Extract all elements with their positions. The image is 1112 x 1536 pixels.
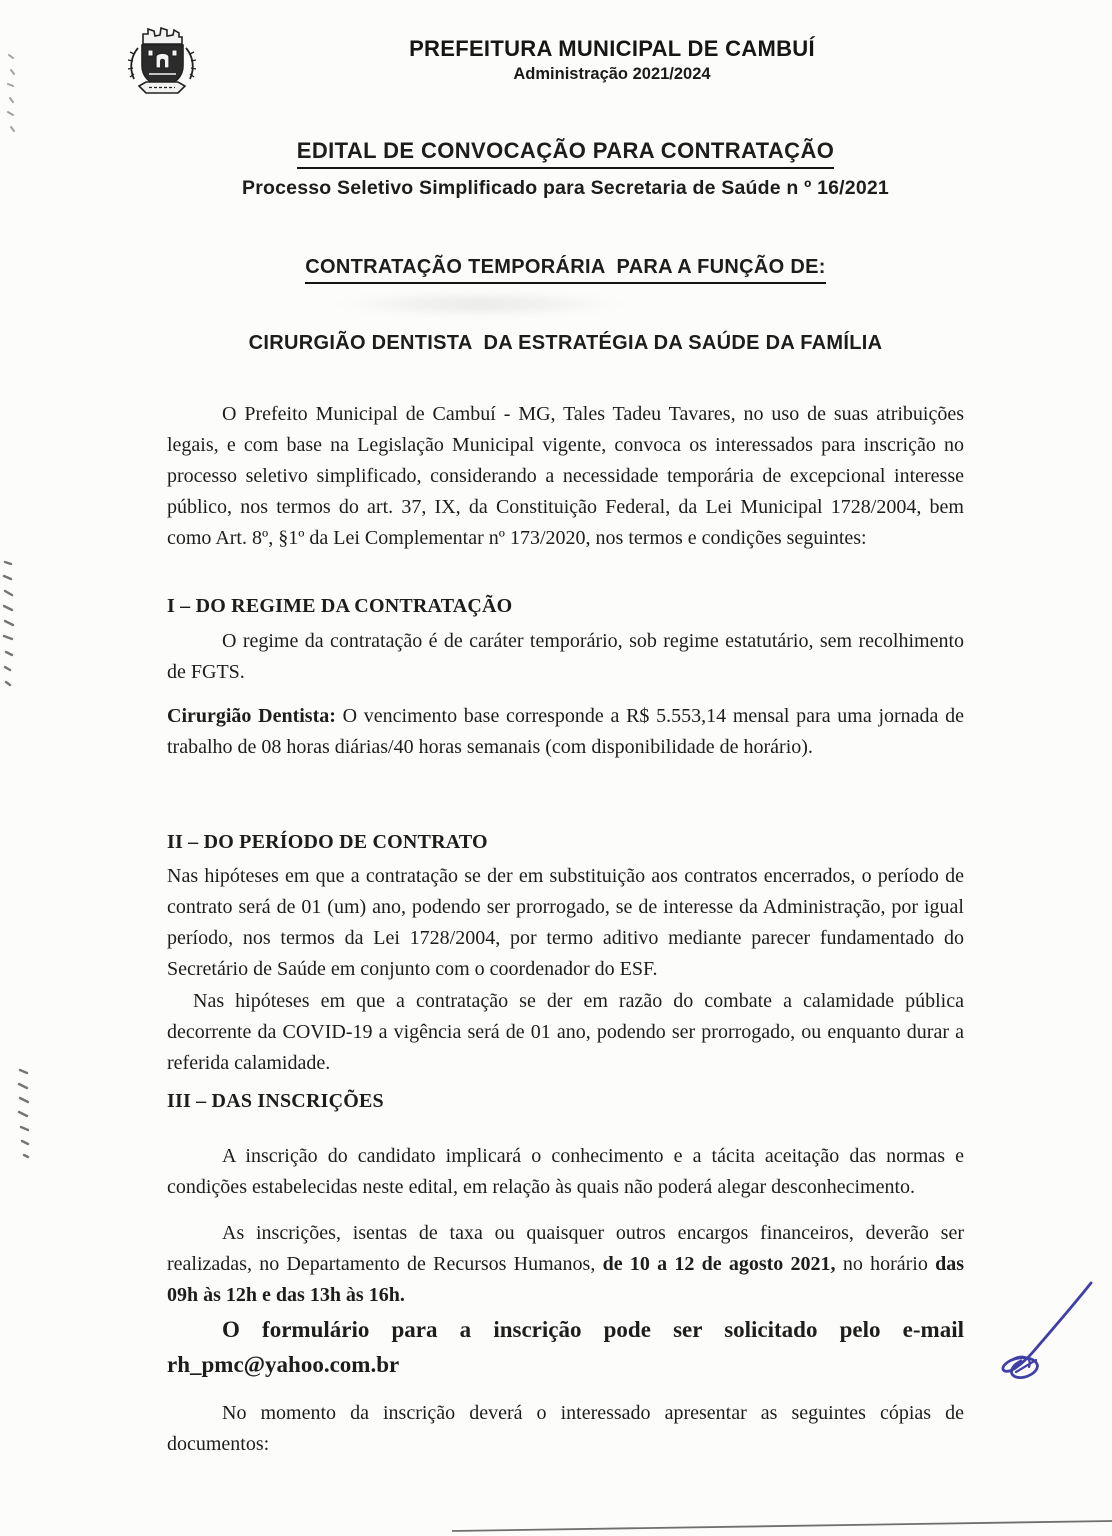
signature-stroke-icon <box>1003 1283 1091 1378</box>
processo-subtitle <box>167 177 964 200</box>
salary-paragraph: Cirurgião Dentista: O vencimento base corresponde a R$ 5.553,14 mensal para uma jornada de trabalho de 08 horas diárias/40 horas semanais (com disponibilidade de horário). <box>167 705 965 758</box>
section1-paragraph: O regime da contratação é de caráter temporário, sob regime estatutário, sem recolhimento de FGTS. <box>167 630 964 683</box>
role-heading <box>167 332 964 355</box>
section3-heading: III – DAS INSCRIÇÕES <box>167 1090 384 1112</box>
email-note-paragraph: O formulário para a inscrição pode ser solicitado pelo e-mail rh_pmc@yahoo.com.br <box>167 1317 964 1377</box>
section3-paragraph-2: As inscrições, isentas de taxa ou quaisquer outros encargos financeiros, deverão ser realizadas, no Departamento de Recursos Humanos, de 10 a 12 de agosto 2021, no horário das 09h às 12h e das 13h às 16h. <box>167 1222 964 1306</box>
edital-title <box>167 138 964 169</box>
function-heading-text: CONTRATAÇÃO TEMPORÁRIA PARA A FUNÇÃO DE: <box>305 256 825 284</box>
section1-heading: I – DO REGIME DA CONTRATAÇÃO <box>167 595 513 617</box>
scan-smudge-artifact <box>330 290 630 318</box>
role-heading-text: CIRURGIÃO DENTISTA DA ESTRATÉGIA DA SAÚDE DA FAMÍLIA <box>248 332 883 354</box>
document-header <box>167 36 1057 84</box>
documents-note-paragraph: No momento da inscrição deverá o interessado apresentar as seguintes cópias de documentos: <box>167 1402 964 1455</box>
bottom-rule-line <box>452 1521 1112 1531</box>
section2-paragraph-1: Nas hipóteses em que a contratação se der em substituição aos contratos encerrados, o período de contrato será de 01 (um) ano, podendo ser prorrogado, se de interesse da Administração, por igual período, nos termos da Lei 1728/2004, por termo aditivo mediante parecer fundamentado do Secretário de Saúde em conjunto com o coordenador do ESF. <box>167 865 964 980</box>
left-edge-artifacts <box>8 55 14 131</box>
section3-paragraph-1: A inscrição do candidato implicará o conhecimento e a tácita aceitação das normas e condições estabelecidas neste edital, em relação às quais não poderá alegar desconhecimento. <box>167 1145 964 1198</box>
function-heading <box>167 256 964 284</box>
intro-paragraph: O Prefeito Municipal de Cambuí - MG, Tales Tadeu Tavares, no uso de suas atribuições legais, e com base na Legislação Municipal vigente, convoca os interessados para inscrição no processo seletivo simplificado, considerando a necessidade temporária de excepcional interesse público, nos termos do art. 37, IX, da Constituição Federal, da Lei Municipal 1728/2004, bem como Art. 8º, §1º da Lei Complementar nº 173/2020, nos termos e condições seguintes: <box>167 403 964 549</box>
processo-subtitle-text: Processo Seletivo Simplificado para Secretaria de Saúde n º 16/2021 <box>242 177 889 199</box>
edital-title-text: EDITAL DE CONVOCAÇÃO PARA CONTRATAÇÃO <box>297 138 835 169</box>
left-edge-artifacts <box>4 562 13 685</box>
section2-paragraph-2: Nas hipóteses em que a contratação se der em razão do combate a calamidade pública decorrente da COVID-19 a vigência será de 01 ano, podendo ser prorrogado, ou enquanto durar a referida calamidade. <box>167 990 964 1074</box>
left-edge-artifacts <box>19 1070 28 1157</box>
header-admin-line: Administração 2021/2024 <box>513 65 711 83</box>
section2-heading: II – DO PERÍODO DE CONTRATO <box>167 831 488 853</box>
header-org-title: PREFEITURA MUNICIPAL DE CAMBUÍ <box>409 36 815 61</box>
